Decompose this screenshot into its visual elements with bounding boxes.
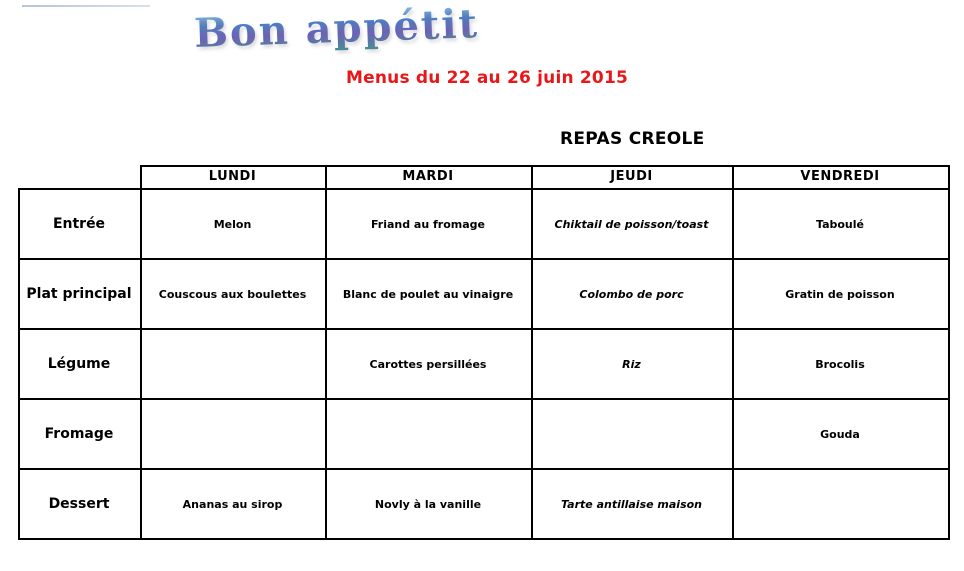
day-header-lundi: LUNDI [208, 169, 257, 184]
table-right-border [948, 165, 950, 540]
row-label: Entrée [52, 216, 106, 232]
menu-cell: Riz [622, 357, 641, 371]
row-label: Dessert [48, 496, 110, 512]
day-header-vendredi: VENDREDI [800, 169, 880, 184]
day-header-jeudi: JEUDI [610, 169, 653, 184]
menu-cell: Ananas au sirop [182, 497, 283, 511]
menu-cell: Tarte antillaise maison [560, 497, 703, 511]
top-decorative-rule [22, 5, 150, 7]
menu-cell: Melon [213, 217, 252, 231]
row-label: Légume [47, 356, 111, 372]
menu-cell: Gratin de poisson [785, 287, 895, 301]
menu-cell: Blanc de poulet au vinaigre [342, 287, 514, 301]
row-label: Plat principal [26, 286, 132, 302]
menu-cell [325, 399, 531, 469]
menu-cell: Carottes persillées [369, 357, 487, 371]
menu-date-subtitle: Menus du 22 au 26 juin 2015 [346, 68, 629, 88]
menu-cell: Colombo de porc [579, 287, 684, 301]
day-header-mardi: MARDI [402, 169, 454, 184]
menu-cell [140, 329, 325, 399]
menu-cell: Gouda [820, 427, 860, 441]
menu-cell [732, 469, 948, 539]
menu-cell: Couscous aux boulettes [158, 287, 307, 301]
menu-cell: Taboulé [815, 217, 864, 231]
menu-cell: Brocolis [815, 357, 865, 371]
repas-creole-title: REPAS CREOLE [560, 129, 705, 149]
row-label: Fromage [44, 426, 114, 442]
bon-appetit-logo: Bon appétit [193, 0, 480, 58]
menu-cell [140, 399, 325, 469]
menu-cell: Chiktail de poisson/toast [554, 217, 709, 231]
menu-cell: Novly à la vanille [374, 497, 482, 511]
menu-cell [531, 399, 732, 469]
menu-cell: Friand au fromage [370, 217, 486, 231]
